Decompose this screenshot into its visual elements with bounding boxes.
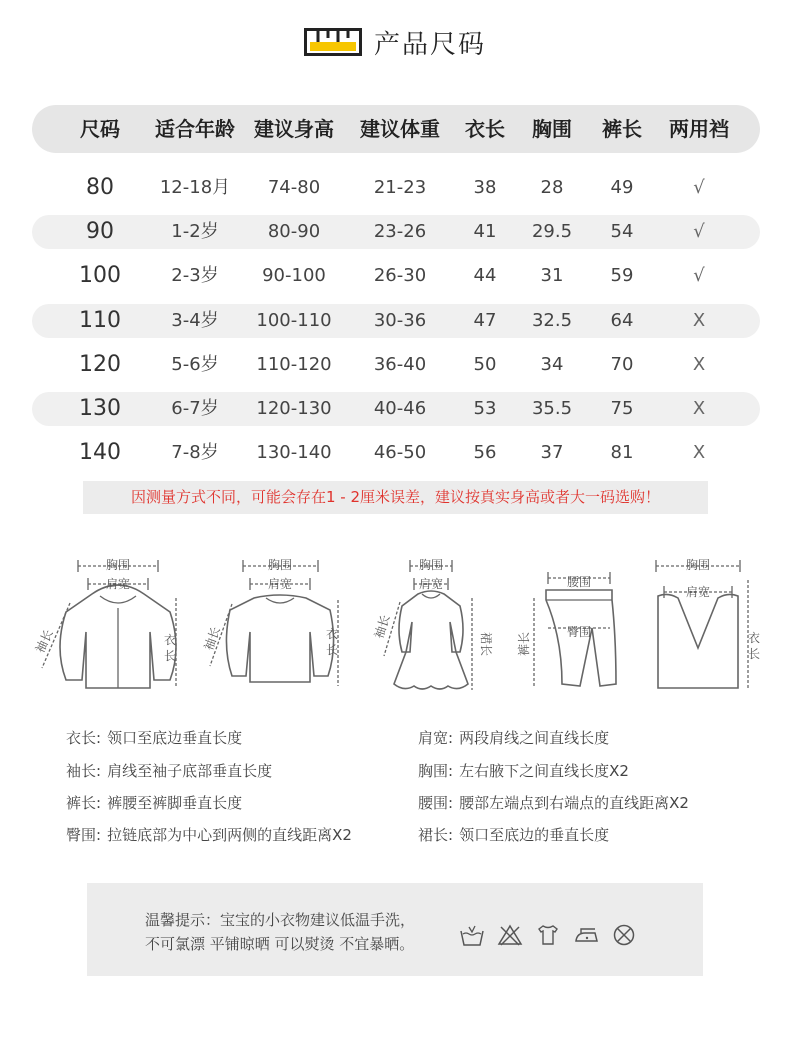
definition-term: 袖长: (66, 762, 102, 780)
dress-skirt-label: 裙长 (479, 631, 493, 657)
definition-item (66, 727, 242, 748)
cell-chest: 37 (540, 442, 564, 463)
header-age: 适合年龄 (155, 117, 235, 141)
cell-age: 5-6岁 (171, 354, 219, 375)
definition-term: 衣长: (66, 729, 102, 747)
sweater-shoulder-label: 肩宽 (267, 577, 293, 591)
cell-size: 140 (79, 440, 121, 465)
cell-size: 90 (86, 219, 114, 244)
cell-chest: 29.5 (531, 221, 573, 242)
cell-age: 3-4岁 (171, 310, 219, 331)
measurement-note: 因测量方式不同，可能会存在1 - 2厘米误差，建议按真实身高或者大一码选购！ (83, 481, 708, 514)
cell-length: 53 (473, 398, 497, 419)
cell-length: 44 (473, 265, 497, 286)
page-title: 产品尺码 (373, 29, 486, 60)
sweater-sleeve-label: 袖长 (201, 624, 223, 653)
cell-crotch: √ (693, 177, 705, 198)
cell-length: 47 (473, 310, 497, 331)
cell-height: 130-140 (256, 442, 332, 463)
measurement-diagrams (0, 548, 790, 708)
jacket-length-label-1: 衣 (163, 633, 177, 647)
pants-hip-label: 臀围 (566, 625, 592, 639)
cell-crotch: X (692, 310, 706, 331)
cell-crotch: X (692, 354, 706, 375)
definition-desc: 裤腰至裤脚垂直长度 (107, 794, 243, 812)
title-bar (0, 22, 790, 62)
pants-length-label: 裤长 (517, 631, 531, 657)
cell-pants-length: 59 (610, 265, 634, 286)
cell-height: 74-80 (267, 177, 321, 198)
cell-crotch: √ (693, 265, 705, 286)
cell-size: 120 (79, 352, 121, 377)
definition-item (66, 792, 242, 813)
care-tips-box (87, 883, 703, 976)
table-row (32, 171, 760, 205)
cell-crotch: X (692, 442, 706, 463)
cell-size: 130 (79, 396, 121, 421)
cell-size: 100 (79, 263, 121, 288)
care-icons (459, 923, 637, 947)
definition-desc: 拉链底部为中心到两侧的直线距离X2 (107, 826, 352, 844)
no-bleach-icon (497, 923, 523, 947)
sweater-length-label-1: 衣 (325, 627, 339, 641)
header-weight: 建议体重 (360, 117, 440, 141)
cell-weight: 21-23 (373, 177, 427, 198)
jacket-length-label-2: 长 (163, 649, 177, 663)
table-row (32, 304, 760, 338)
definition-term: 肩宽: (418, 729, 454, 747)
definition-item (66, 760, 272, 781)
cell-weight: 46-50 (373, 442, 427, 463)
size-table-header (32, 105, 760, 153)
definition-item (418, 760, 629, 781)
pants-waist-label: 腰围 (566, 575, 592, 589)
table-row (32, 215, 760, 249)
cell-pants-length: 49 (610, 177, 634, 198)
cell-size: 110 (79, 308, 121, 333)
vest-length-label-1: 衣 (747, 631, 761, 645)
cell-chest: 32.5 (531, 310, 573, 331)
cell-weight: 36-40 (373, 354, 427, 375)
care-tip-line-1: 温馨提示：宝宝的小衣物建议低温手洗， (145, 911, 416, 929)
sweater-chest-label: 胸围 (267, 558, 293, 572)
cell-height: 90-100 (262, 265, 326, 286)
dress-shoulder-label: 肩宽 (418, 577, 444, 591)
header-length: 衣长 (465, 117, 505, 141)
definition-term: 腰围: (418, 794, 454, 812)
table-row (32, 436, 760, 470)
iron-icon (573, 923, 599, 947)
cell-pants-length: 81 (610, 442, 634, 463)
cell-height: 120-130 (256, 398, 332, 419)
definition-item (418, 824, 609, 845)
header-size: 尺码 (80, 117, 120, 141)
definition-desc: 领口至底边垂直长度 (107, 729, 243, 747)
definition-term: 胸围: (418, 762, 454, 780)
sweater-length-label-2: 长 (325, 643, 339, 657)
cell-age: 2-3岁 (171, 265, 219, 286)
cell-length: 41 (473, 221, 497, 242)
definition-desc: 肩线至袖子底部垂直长度 (107, 762, 273, 780)
cell-weight: 26-30 (373, 265, 427, 286)
jacket-shoulder-label: 肩宽 (105, 577, 131, 591)
cell-pants-length: 70 (610, 354, 634, 375)
ruler-icon (304, 28, 362, 56)
cell-age: 7-8岁 (171, 442, 219, 463)
cell-weight: 40-46 (373, 398, 427, 419)
cell-crotch: √ (693, 221, 705, 242)
definition-item (418, 727, 609, 748)
cell-pants-length: 75 (610, 398, 634, 419)
definition-item (418, 792, 689, 813)
definition-term: 裙长: (418, 826, 454, 844)
jacket-chest-label: 胸围 (105, 558, 131, 572)
definition-item (66, 824, 352, 845)
header-pants-length: 裤长 (602, 117, 642, 141)
care-tip-line-2: 不可氯漂 平铺晾晒 可以熨烫 不宜暴晒。 (145, 935, 415, 953)
cell-height: 80-90 (267, 221, 321, 242)
jacket-sleeve-label: 袖长 (32, 627, 56, 656)
definition-desc: 领口至底边的垂直长度 (459, 826, 610, 844)
table-row (32, 348, 760, 382)
table-row (32, 392, 760, 426)
dry-flat-icon (535, 923, 561, 947)
dress-chest-label: 胸围 (418, 558, 444, 572)
sweater-diagram (198, 548, 348, 702)
header-height: 建议身高 (254, 117, 334, 141)
cell-chest: 34 (540, 354, 564, 375)
definition-desc: 两段肩线之间直线长度 (459, 729, 610, 747)
cell-chest: 35.5 (531, 398, 573, 419)
cell-length: 50 (473, 354, 497, 375)
cell-chest: 28 (540, 177, 564, 198)
dress-sleeve-label: 袖长 (371, 613, 393, 641)
header-crotch: 两用裆 (669, 117, 729, 141)
pants-diagram (512, 548, 632, 702)
cell-height: 100-110 (256, 310, 332, 331)
dress-diagram (360, 548, 510, 702)
cell-crotch: X (692, 398, 706, 419)
cell-length: 38 (473, 177, 497, 198)
definition-term: 臀围: (66, 826, 102, 844)
cell-age: 12-18月 (159, 177, 231, 198)
vest-chest-label: 胸围 (685, 558, 711, 572)
vest-shoulder-label: 肩宽 (685, 585, 711, 599)
hand-wash-icon (459, 923, 485, 947)
definition-term: 裤长: (66, 794, 102, 812)
cell-pants-length: 64 (610, 310, 634, 331)
header-chest: 胸围 (532, 117, 572, 141)
cell-age: 6-7岁 (171, 398, 219, 419)
vest-diagram (644, 548, 784, 702)
definition-desc: 腰部左端点到右端点的直线距离X2 (459, 794, 689, 812)
cell-weight: 23-26 (373, 221, 427, 242)
cell-height: 110-120 (256, 354, 332, 375)
cell-chest: 31 (540, 265, 564, 286)
cell-size: 80 (86, 175, 114, 200)
cell-pants-length: 54 (610, 221, 634, 242)
table-row (32, 259, 760, 293)
vest-length-label-2: 长 (747, 647, 761, 661)
definition-desc: 左右腋下之间直线长度X2 (459, 762, 629, 780)
cell-weight: 30-36 (373, 310, 427, 331)
cell-age: 1-2岁 (171, 221, 219, 242)
cell-length: 56 (473, 442, 497, 463)
jacket-diagram (30, 548, 180, 702)
no-sun-icon (611, 923, 637, 947)
